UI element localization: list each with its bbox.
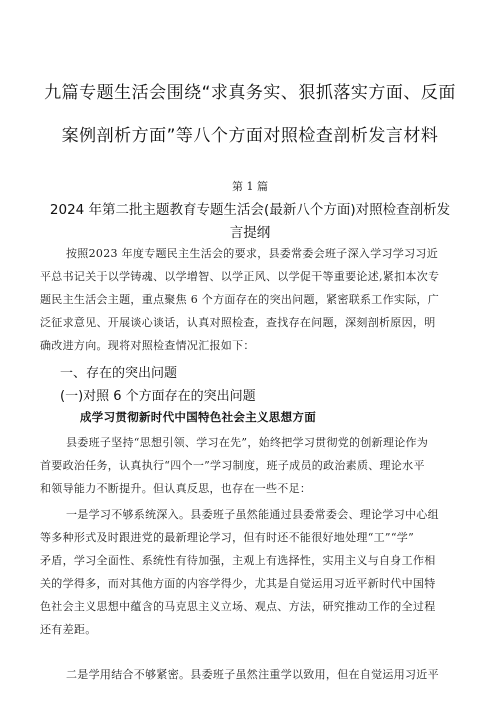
document-title-line-2: 案例剖析方面”等八个方面对照检查剖析发言材料: [61, 126, 439, 146]
paragraph-2-line: 关的学得多，而对其他方面的内容学得少，尤其是自觉运用习近平新时代中国特: [40, 577, 436, 590]
section-heading-2: (一)对照 6 个方面存在的突出问题: [60, 389, 256, 404]
paragraph-2-line: 色社会主义思想中蕴含的马克思主义立场、观点、方法，研究推动工作的全过程: [40, 600, 436, 613]
document-title-line-1: 九篇专题生活会围绕“求真务实、狠抓落实方面、反面: [44, 83, 456, 103]
paragraph-2-line: 等多种形式及时跟进党的最新理论学习，但有时还不能很好地处理“工”“学”: [40, 531, 414, 544]
subtitle-line-1: 2024 年第二批主题教育专题生活会(最新八个方面)对照检查剖析发: [49, 202, 451, 218]
intro-line: 平总书记关于以学铸魂、以学增智、以学正风、以学促干等重要论述,紧扣本次专: [40, 270, 440, 283]
subtitle-line-2: 言提纲: [229, 225, 271, 241]
paragraph-1-line: 县委班子坚持“思想引领、学习在先”，始终把学习贯彻党的创新理论作为: [66, 436, 429, 449]
paragraph-1-line: 首要政治任务，认真执行“四个一”学习制度，班子成员的政治素质、理论水平: [40, 459, 425, 472]
intro-line: 确改进方向。现将对照检查情况汇报如下：: [40, 339, 255, 352]
intro-line: 按照2023 年度专题民主生活会的要求，县委常委会班子深入学习学习习近: [66, 247, 438, 260]
intro-line: 题民主生活会主题，重点聚焦 6 个方面存在的突出问题，紧密联系工作实际，广: [40, 293, 440, 306]
paragraph-1-line: 和领导能力不断提升。但认真反思，也存在一些不足：: [40, 482, 312, 495]
section-heading-3: 成学习贯彻新时代中国特色社会主义思想方面: [80, 410, 316, 424]
chapter-label: 第 1 篇: [232, 180, 268, 193]
paragraph-3-line: 二是学用结合不够紧密。县委班子虽然注重学以致用，但在自觉运用习近平: [66, 668, 439, 681]
paragraph-2-line: 还有差距。: [40, 623, 97, 636]
paragraph-2-line: 矛盾，学习全面性、系统性有待加强，主观上有选择性，实用主义与自身工作相: [40, 554, 436, 567]
paragraph-2-line: 一是学习不够系统深入。县委班子虽然能通过县委常委会、理论学习中心组: [66, 508, 439, 521]
section-heading-1: 一、存在的突出问题: [60, 366, 178, 381]
intro-line: 泛征求意见、开展谈心谈话，认真对照检查，查找存在问题，深刻剖析原因，明: [40, 316, 436, 329]
